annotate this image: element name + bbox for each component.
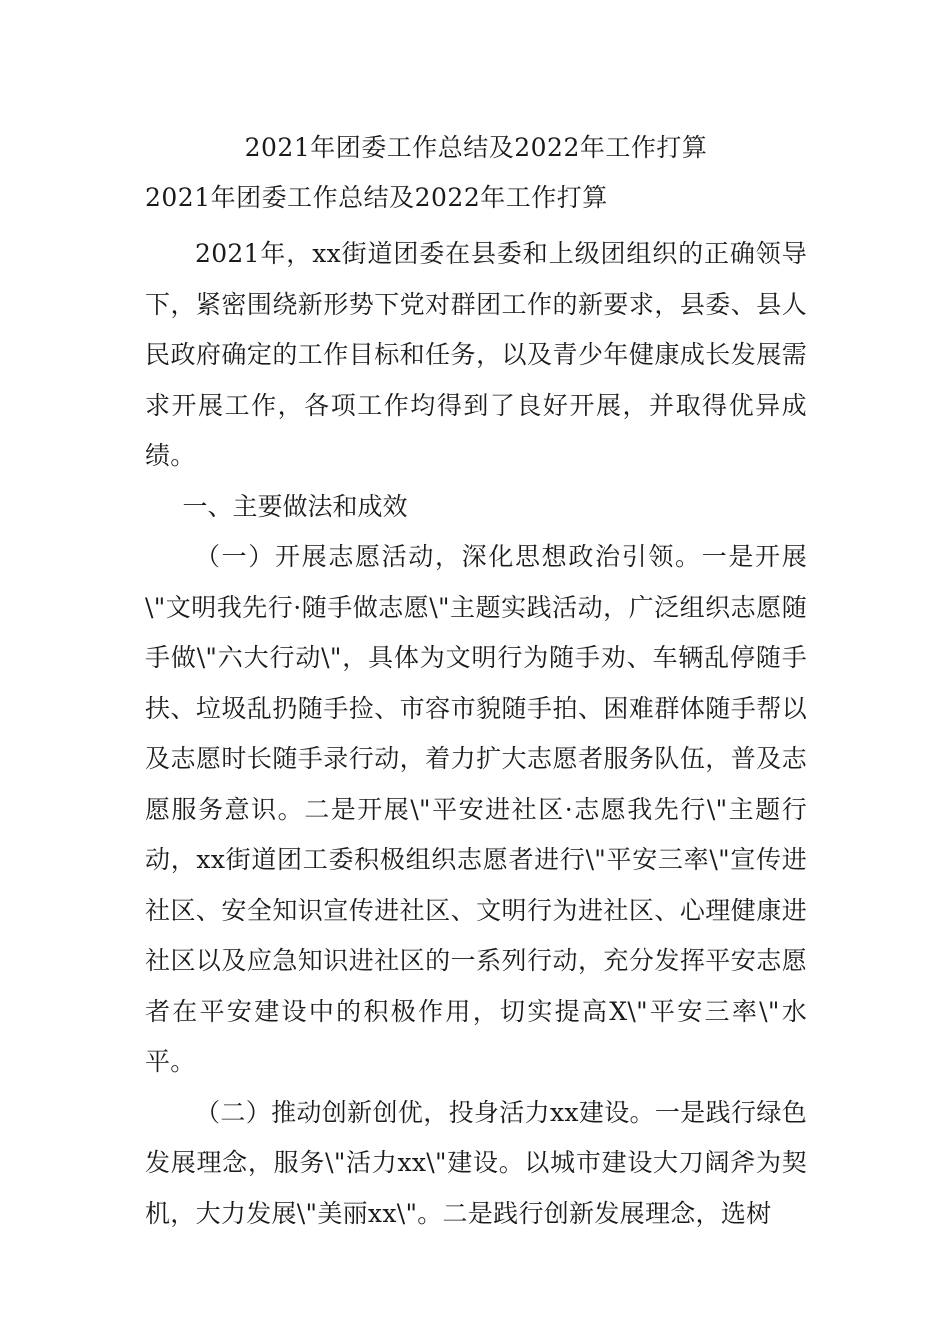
section-one-heading: 一、主要做法和成效 xyxy=(182,491,408,521)
document-title: 2021年团委工作总结及2022年工作打算 xyxy=(244,133,708,162)
document-body xyxy=(145,128,807,1239)
document-subtitle: 2021年团委工作总结及2022年工作打算 xyxy=(145,183,608,212)
item-two-paragraph: （二）推动创新创优，投身活力xx建设。一是践行绿色发展理念，服务\"活力xx\"建设。以城市建设大刀阔斧为契机，大力发展\"美丽xx\"。二是践行创新发展理念，选树 xyxy=(145,1097,807,1228)
item-one-paragraph: （一）开展志愿活动，深化思想政治引领。一是开展\"文明我先行·随手做志愿\"主题实践活动，广泛组织志愿随手做\"六大行动\"，具体为文明行为随手劝、车辆乱停随手扶、垃圾乱扔随手捡、市容市貌随手拍、困难群体随手帮以及志愿时长随手录行动，着力扩大志愿者服务队伍，普及志愿服务意识。二是开展\"平安进社区·志愿我先行\"主题行动，xx街道团工委积极组织志愿者进行\"平安三率\"宣传进社区、安全知识宣传进社区、文明行为进社区、心理健康进社区以及应急知识进社区的一系列行动，充分发挥平安志愿者在平安建设中的积极作用，切实提高X\"平安三率\"水平。 xyxy=(145,542,807,1076)
intro-paragraph: 2021年，xx街道团委在县委和上级团组织的正确领导下，紧密围绕新形势下党对群团工作的新要求，县委、县人民政府确定的工作目标和任务，以及青少年健康成长发展需求开展工作，各项工作均得到了良好开展，并取得优异成绩。 xyxy=(145,239,807,470)
